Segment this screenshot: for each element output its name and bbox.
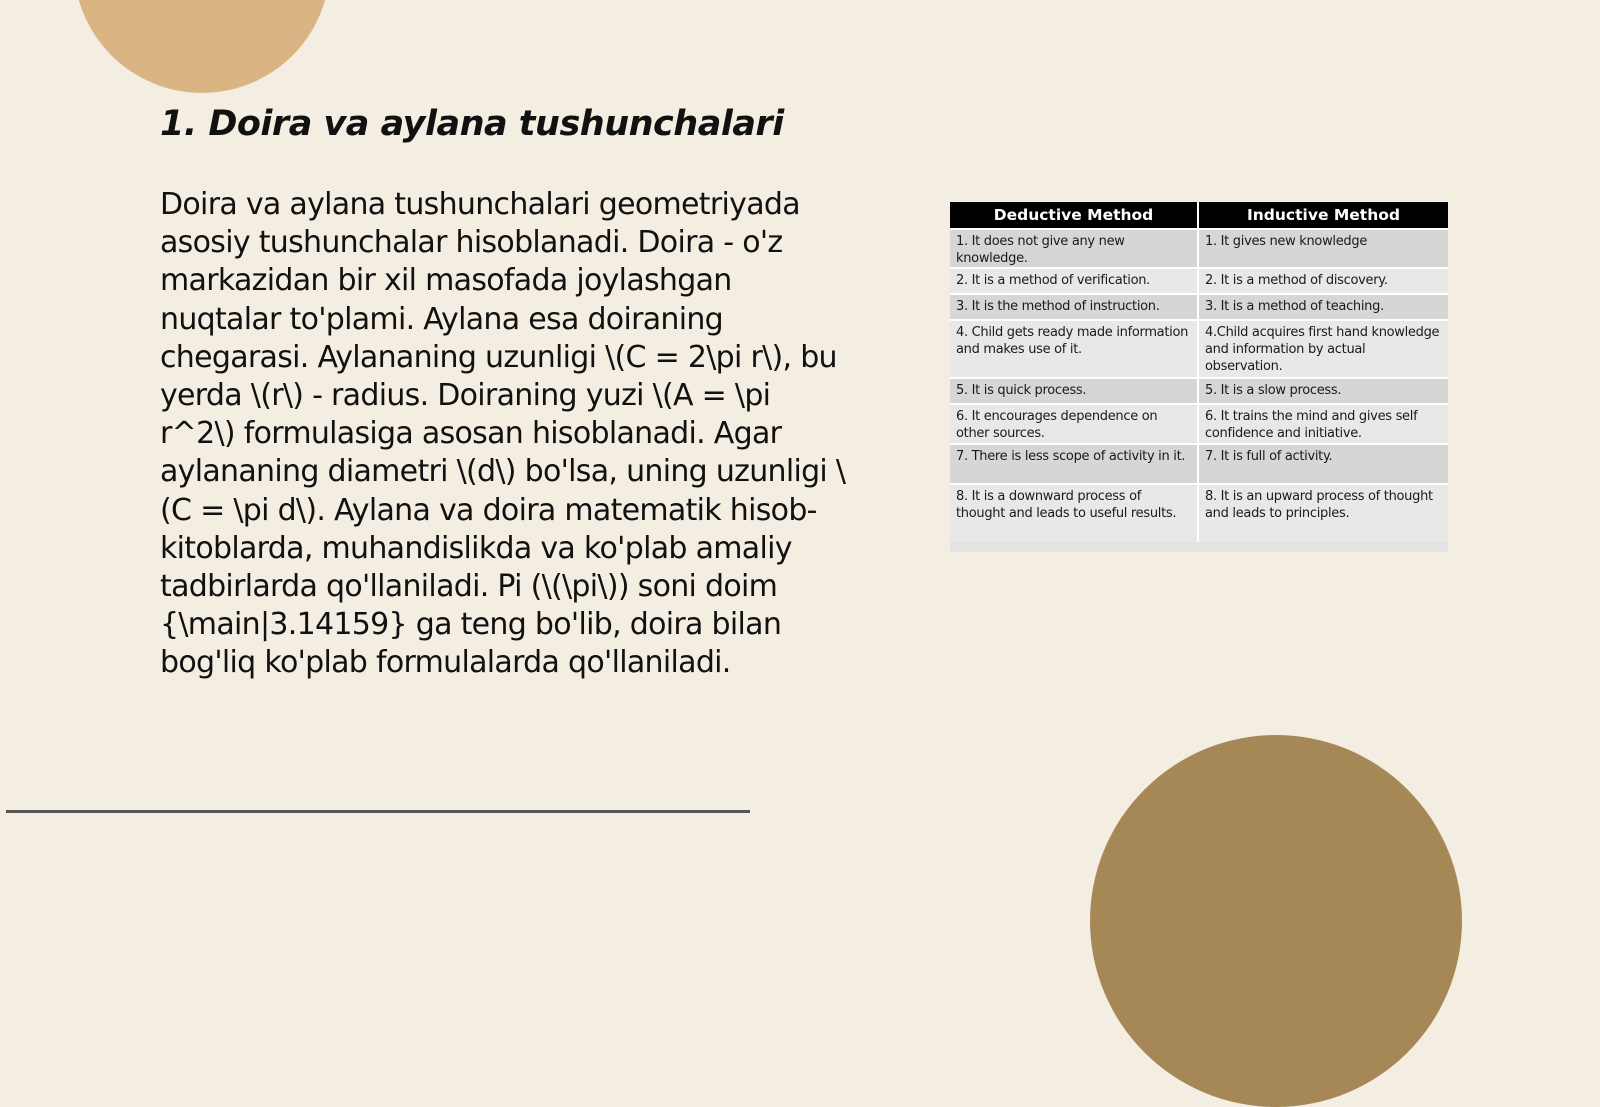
slide-title: 1. Doira va aylana tushunchalari	[160, 104, 784, 144]
comparison-table-image	[950, 202, 1448, 552]
table-row	[950, 229, 1448, 268]
table-header-row	[950, 202, 1448, 229]
table-cell: 3. It is the method of instruction.	[950, 294, 1198, 320]
decorative-circle-top	[74, 0, 330, 93]
table-cell: 2. It is a method of verification.	[950, 268, 1198, 294]
decorative-circle-bottom	[1090, 735, 1462, 1107]
table-cell: 5. It is quick process.	[950, 378, 1198, 404]
table-cell: 7. There is less scope of activity in it.	[950, 444, 1198, 484]
table-cell: 4. Child gets ready made information and makes use of it.	[950, 320, 1198, 378]
table-cell: 3. It is a method of teaching.	[1198, 294, 1448, 320]
table-cell: 6. It encourages dependence on other sources.	[950, 404, 1198, 444]
table-row	[950, 320, 1448, 378]
table-row	[950, 294, 1448, 320]
table-cell: 8. It is a downward process of thought and leads to useful results.	[950, 484, 1198, 542]
divider-line	[6, 810, 750, 813]
table-cell: 8. It is an upward process of thought and leads to principles.	[1198, 484, 1448, 542]
table-cell: 5. It is a slow process.	[1198, 378, 1448, 404]
table-row	[950, 404, 1448, 444]
table-cell: 2. It is a method of discovery.	[1198, 268, 1448, 294]
table-row	[950, 444, 1448, 484]
methods-table	[950, 202, 1448, 542]
table-cell: 7. It is full of activity.	[1198, 444, 1448, 484]
table-row	[950, 378, 1448, 404]
table-cell: 4.Child acquires first hand knowledge and information by actual observation.	[1198, 320, 1448, 378]
slide-paragraph: Doira va aylana tushunchalari geometriyada asosiy tushunchalar hisoblanadi. Doira - o'z markazidan bir xil masofada joylashgan nuqtalar to'plami. Aylana esa doiraning chegarasi. Aylananing uzunligi \(C = 2\pi r\), bu yerda \(r\) - radius. Doiraning yuzi \(A = \pi r^2\) formulasiga asosan hisoblanadi. Agar aylananing diametri \(d\) bo'lsa, uning uzunligi \(C = \pi d\). Aylana va doira matematik hisob-kitoblarda, muhandislikda va ko'plab amaliy tadbirlarda qo'llaniladi. Pi (\(\pi\)) soni doim {\main|3.14159} ga teng bo'lib, doira bilan bog'liq ko'plab formulalarda qo'llaniladi.	[160, 187, 846, 681]
header-deductive: Deductive Method	[950, 202, 1198, 229]
table-cell: 1. It gives new knowledge	[1198, 229, 1448, 268]
table-cell: 6. It trains the mind and gives self confidence and initiative.	[1198, 404, 1448, 444]
table-row	[950, 484, 1448, 542]
table-cell: 1. It does not give any new knowledge.	[950, 229, 1198, 268]
header-inductive: Inductive Method	[1198, 202, 1448, 229]
table-row	[950, 268, 1448, 294]
